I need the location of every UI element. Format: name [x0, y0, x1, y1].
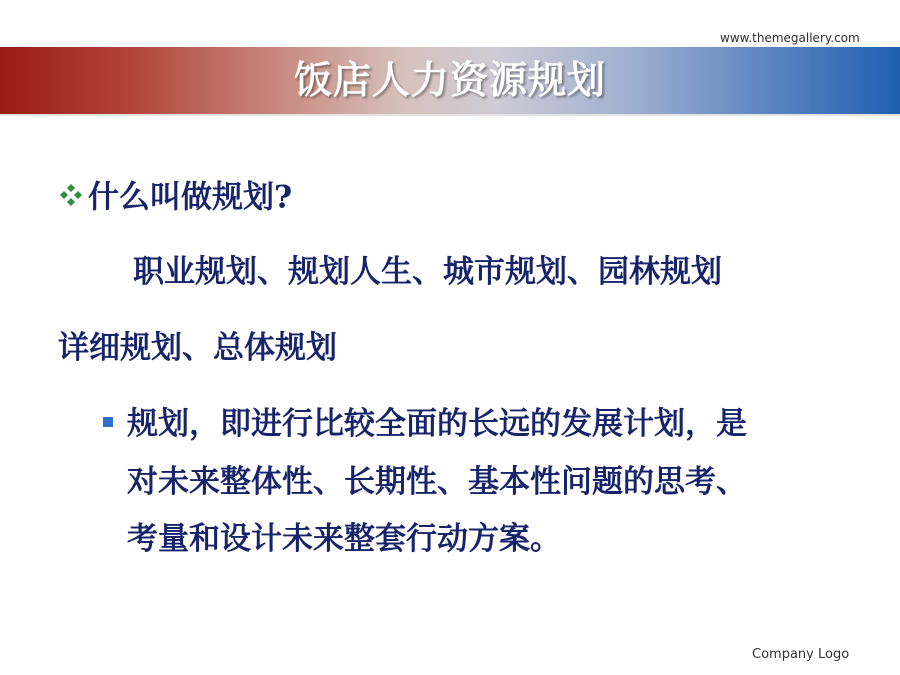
slide-title: 饭店人力资源规划	[293, 57, 606, 102]
site-url[interactable]: www.themegallery.com	[720, 31, 860, 45]
definition-line-2: 对未来整体性、长期性、基本性问题的思考、	[127, 464, 747, 500]
title-band	[0, 47, 900, 116]
company-logo-text: Company Logo	[752, 647, 850, 662]
question-line	[58, 174, 292, 218]
definition-line-1: 规划，即进行比较全面的长远的发展计划，是	[127, 406, 747, 442]
examples-line-1: 职业规划、规划人生、城市规划、园林规划	[133, 254, 722, 290]
definition-line-3: 考量和设计未来整套行动方案。	[127, 521, 561, 557]
square-bullet-icon	[103, 417, 113, 427]
question-text: 什么叫做规划?	[88, 179, 293, 216]
examples-line-2: 详细规划、总体规划	[58, 330, 337, 366]
diamond-bullet-icon	[58, 182, 84, 208]
